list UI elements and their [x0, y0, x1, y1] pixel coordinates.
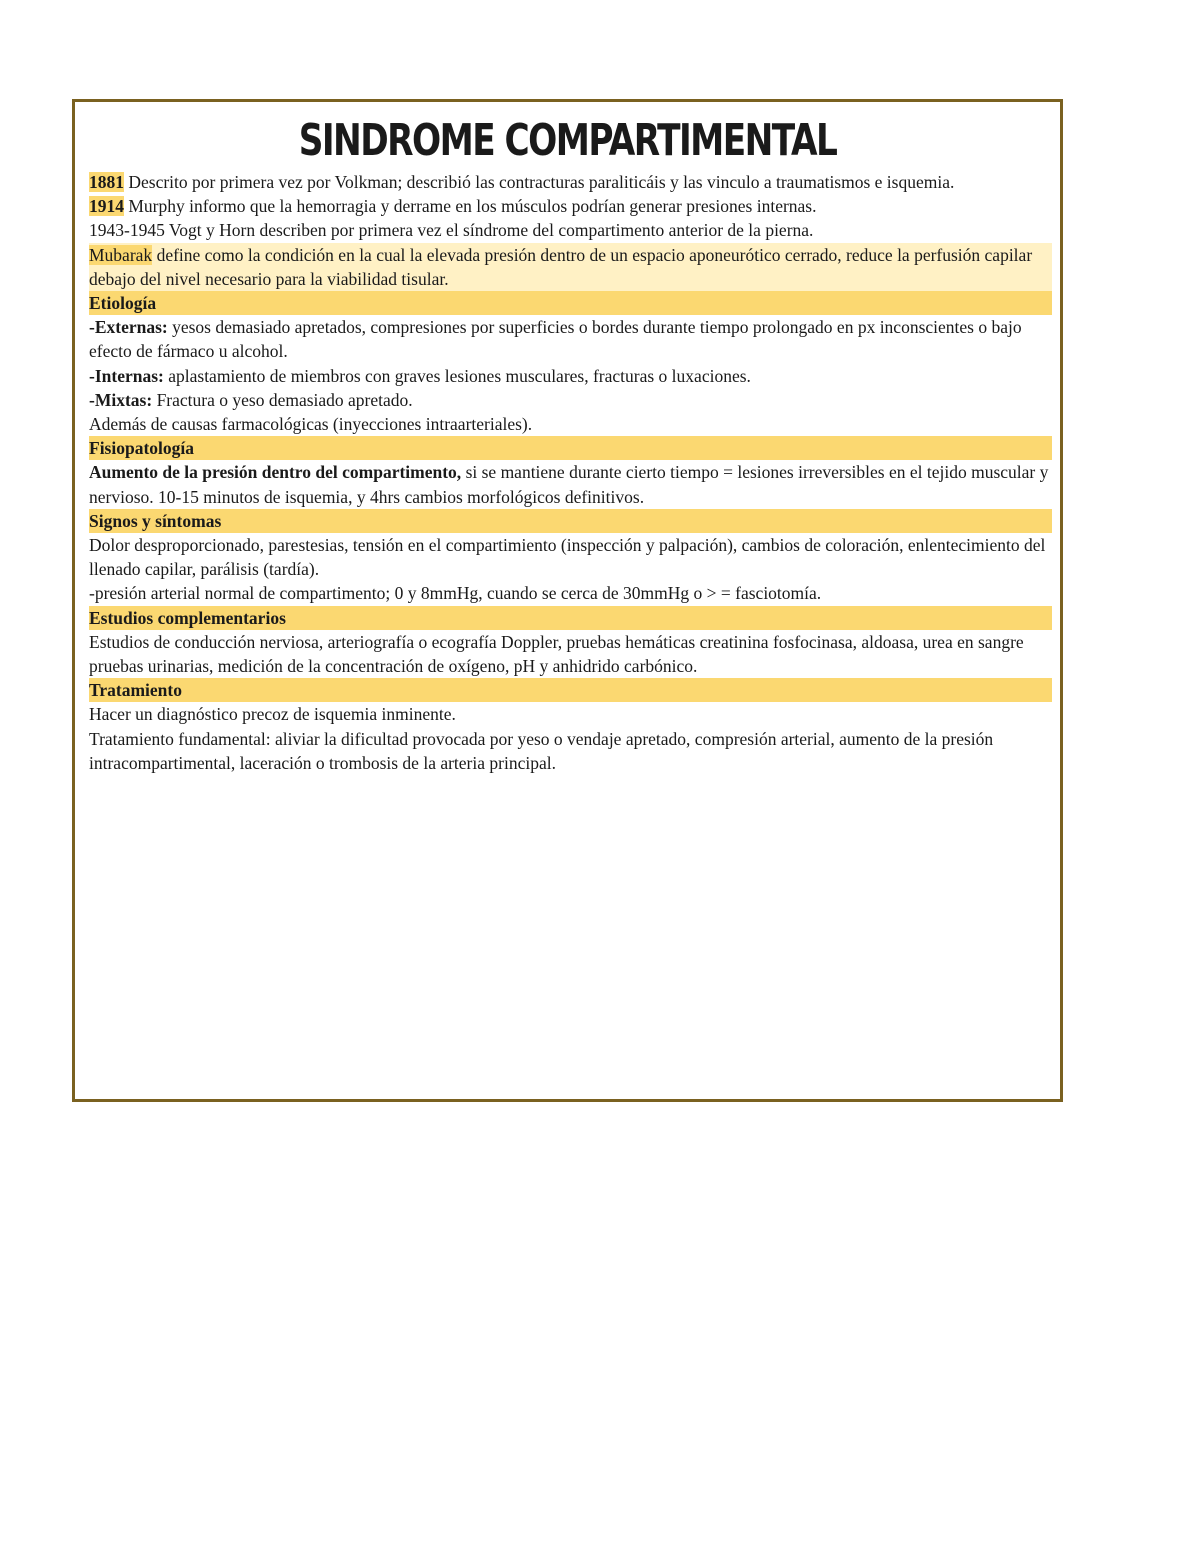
etiologia-internas: -Internas: aplastamiento de miembros con graves lesiones musculares, fracturas o luxaciones. [89, 365, 751, 386]
history-1881: 1881 Descrito por primera vez por Volkman; describió las contracturas paraliticáis y las vinculo a traumatismos e isquemia. [89, 172, 955, 192]
section-header-signos: Signos y síntomas [89, 509, 1052, 533]
page-title: SINDROME COMPARTIMENTAL [298, 115, 837, 166]
year-badge: 1881 [89, 172, 124, 192]
definition-block: Mubarak define como la condición en la cual la elevada presión dentro de un espacio aponeurótico cerrado, reduce la perfusión capilar debajo del nivel necesario para la viabilidad tisular. [89, 243, 1052, 291]
year-badge: 1914 [89, 196, 124, 217]
signos-line-1: Dolor desproporcionado, parestesias, tensión en el compartimiento (inspección y palpación), cambios de coloración, enlentecimiento del llenado capilar, parálisis (tardía). [89, 535, 1046, 580]
history-1943: 1943-1945 Vogt y Horn describen por primera vez el síndrome del compartimento anterior de la pierna. [89, 220, 814, 241]
section-header-etiologia: Etiología [89, 291, 1052, 315]
definition-author: Mubarak [89, 244, 153, 265]
etiologia-externas: -Externas: yesos demasiado apretados, compresiones por superficies o bordes durante tiempo prolongado en px inconscientes o bajo efecto de fármaco u alcohol. [89, 317, 1022, 362]
signos-line-2: -presión arterial normal de compartimento; 0 y 8mmHg, cuando se cerca de 30mmHg o > = fasciotomía. [89, 583, 822, 604]
history-1914: 1914 Murphy informo que la hemorragia y derrame en los músculos podrían generar presiones internas. [89, 196, 817, 217]
tratamiento-line-2: Tratamiento fundamental: aliviar la dificultad provocada por yeso o vendaje apretado, compresión arterial, aumento de la presión intracompartimental, laceración o trombosis de la arteria principal. [89, 728, 994, 773]
section-header-estudios: Estudios complementarios [89, 606, 1052, 630]
estudios-text: Estudios de conducción nerviosa, arteriografía o ecografía Doppler, pruebas hemáticas creatinina fosfocinasa, aldoasa, urea en sangre pruebas urinarias, medición de la concentración de oxígeno, pH y anhidrido carbónico. [89, 631, 1024, 677]
etiologia-extra: Además de causas farmacológicas (inyecciones intraarteriales). [89, 414, 533, 435]
section-header-tratamiento: Tratamiento [89, 678, 1052, 702]
section-header-fisiopatologia: Fisiopatología [89, 436, 1052, 460]
tratamiento-line-1: Hacer un diagnóstico precoz de isquemia inminente. [89, 704, 456, 725]
document-frame [72, 99, 1063, 1102]
fisiopatologia-text: Aumento de la presión dentro del compartimento, si se mantiene durante cierto tiempo = lesiones irreversibles en el tejido muscular y nervioso. 10-15 minutos de isquemia, y 4hrs cambios morfológicos definitivos. [89, 462, 1049, 507]
etiologia-mixtas: -Mixtas: Fractura o yeso demasiado apretado. [89, 389, 413, 410]
document-content [89, 170, 1052, 775]
